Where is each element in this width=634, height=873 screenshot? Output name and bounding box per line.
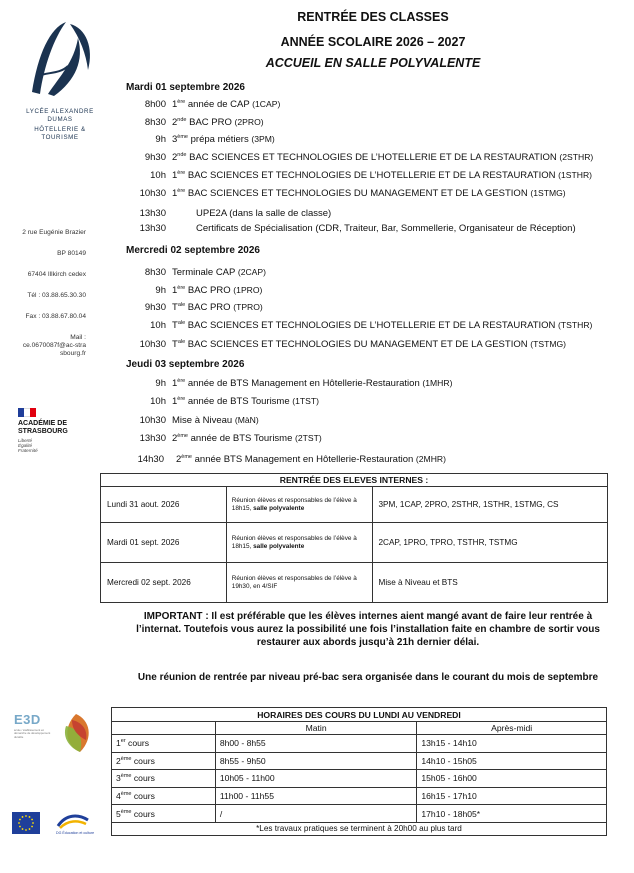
internes-title: RENTRÉE DES ELEVES INTERNES :: [101, 474, 608, 487]
republic-motto: Liberté Égalité Fraternité: [18, 438, 38, 453]
schedule-class: $T^{ale}$ BAC SCIENCES ET TECHNOLOGIES DE L’HOTELLERIE ET DE LA RESTAURATION (TSTHR): [172, 320, 593, 331]
school-year: ANNÉE SCOLAIRE 2026 – 2027: [280, 35, 466, 49]
schedule-row: [100, 285, 620, 296]
school-subtitle: HÔTELLERIE & TOURISME: [34, 126, 86, 141]
internes-info: Réunion élèves et responsables de l’élève à 18h15, salle polyvalente: [226, 487, 372, 523]
day-title: Mardi 01 septembre 2026: [126, 82, 245, 93]
schedule-class: 2nde BAC PRO (2PRO): [172, 117, 264, 128]
important-notice: IMPORTANT : Il est préférable que les élèves internes aient mangé avant de faire leur rentrée à l’internat. Toutefois vous aurez la possibilité une fois l’installation faite en chambre de sortir vous restaurer aux abords jusqu’à 21h dernier délai.: [136, 611, 600, 649]
cours-label: 3ème cours: [112, 770, 216, 788]
schedule-row: [100, 396, 620, 407]
schedule-class: $T^{ale}$ BAC SCIENCES ET TECHNOLOGIES DU MANAGEMENT ET DE LA GESTION (TSTMG): [172, 339, 567, 350]
schedule-row: [100, 378, 620, 389]
leaf-icon: [58, 712, 94, 754]
col-matin: Matin: [215, 722, 417, 735]
cours-apres-midi: 13h15 - 14h10: [417, 735, 607, 753]
cours-matin: /: [215, 805, 417, 823]
mail-address[interactable]: ce.0670087f@ac-strasbourg.fr: [22, 342, 86, 357]
schedule-class: UPE2A (dans la salle de classe): [196, 208, 332, 219]
schedule-time: 13h30: [139, 208, 166, 219]
schedule-time: 8h30: [144, 117, 166, 128]
schedule-row: [100, 170, 620, 181]
schedule-row: [100, 208, 620, 219]
schedule-time: 14h30: [137, 454, 164, 465]
internes-date: Mercredi 02 sept. 2026: [101, 563, 227, 603]
schedule-row: [100, 433, 620, 444]
schedule-class: 1ère année de BTS Management en Hôtellerie-Restauration (1MHR): [172, 378, 453, 389]
schedule-class: 1ère BAC PRO (1PRO): [172, 285, 263, 296]
schedule-class: 2ème année de BTS Tourisme (2TST): [172, 433, 322, 444]
eu-caption: DG Éducation et culture: [56, 831, 95, 835]
table-row: [112, 770, 607, 788]
schedule-row: [100, 117, 620, 128]
schedule-row: [100, 339, 620, 350]
academie-title: ACADÉMIE DE STRASBOURG: [18, 420, 68, 435]
schedule-row: [100, 454, 620, 465]
schedule-class: Terminale CAP (2CAP): [172, 267, 267, 278]
table-row: [112, 752, 607, 770]
table-row: [101, 487, 608, 523]
internes-info: Réunion élèves et responsables de l’élève à 18h15, salle polyvalente: [226, 523, 372, 563]
schedule-row: [100, 188, 620, 199]
fax: Fax : 03.88.67.80.04: [25, 313, 86, 320]
horaires-corner: [112, 722, 216, 735]
schedule-time: 13h30: [139, 433, 166, 444]
cours-label: 4ème cours: [112, 787, 216, 805]
horaires-title: HORAIRES DES COURS DU LUNDI AU VENDREDI: [112, 708, 607, 722]
cours-matin: 10h05 - 11h00: [215, 770, 417, 788]
page-title: RENTRÉE DES CLASSES: [297, 10, 449, 24]
schedule-class: 1ère BAC SCIENCES ET TECHNOLOGIES DE L’HOTELLERIE ET DE LA RESTAURATION (1STHR): [172, 170, 593, 181]
cours-matin: 11h00 - 11h55: [215, 787, 417, 805]
schedule-time: 9h: [155, 134, 166, 145]
address: 2 rue Eugénie Brazier: [22, 229, 86, 236]
internes-date: Lundi 31 aout. 2026: [101, 487, 227, 523]
school-emblem-icon: [20, 14, 100, 106]
cours-matin: 8h55 - 9h50: [215, 752, 417, 770]
eu-logos: [12, 812, 102, 838]
schedule-time: 8h00: [144, 99, 166, 110]
eu-flag-icon: [12, 812, 40, 834]
table-row: [112, 787, 607, 805]
table-row: [112, 735, 607, 753]
schedule-time: 9h: [155, 285, 166, 296]
schedule-class: 1ère BAC SCIENCES ET TECHNOLOGIES DU MANAGEMENT ET DE LA GESTION (1STMG): [172, 188, 566, 199]
schedule-time: 13h30: [139, 223, 166, 234]
day-title: Jeudi 03 septembre 2026: [126, 359, 245, 370]
schedule-time: 8h30: [144, 267, 166, 278]
schedule-row: [100, 302, 620, 313]
internes-classes: 2CAP, 1PRO, TPRO, TSTHR, TSTMG: [372, 523, 608, 563]
schedule-time: 10h: [150, 170, 166, 181]
internes-date: Mardi 01 sept. 2026: [101, 523, 227, 563]
schedule-time: 9h: [155, 378, 166, 389]
internes-classes: Mise à Niveau et BTS: [372, 563, 608, 603]
table-row: [101, 523, 608, 563]
table-row: [101, 563, 608, 603]
internes-table: [100, 473, 608, 603]
schedule-row: [100, 267, 620, 278]
schedule-class: Mise à Niveau (MàN): [172, 415, 259, 426]
phone: Tél : 03.88.65.30.30: [27, 292, 86, 299]
cours-apres-midi: 15h05 - 16h00: [417, 770, 607, 788]
eu-education-icon: [56, 812, 90, 830]
schedule-row: [100, 99, 620, 110]
reunion-notice: Une réunion de rentrée par niveau pré-bac sera organisée dans le courant du mois de septembre: [137, 672, 599, 683]
french-flag-icon: [18, 408, 36, 417]
e3d-caption: école / établissement en démarche de développement durable: [14, 728, 51, 739]
table-row: [112, 805, 607, 823]
cours-label: 5ème cours: [112, 805, 216, 823]
cours-apres-midi: 17h10 - 18h05*: [417, 805, 607, 823]
schedule-row: [100, 223, 620, 234]
schedule-time: 9h30: [144, 302, 166, 313]
e3d-label: E3D: [14, 712, 41, 727]
schedule-time: 9h30: [144, 152, 166, 163]
schedule-row: [100, 320, 620, 331]
col-apres-midi: Après-midi: [417, 722, 607, 735]
cours-apres-midi: 14h10 - 15h05: [417, 752, 607, 770]
school-logo: [20, 14, 100, 142]
e3d-logo: [14, 712, 94, 754]
schedule-time: 10h30: [139, 339, 166, 350]
day-title: Mercredi 02 septembre 2026: [126, 245, 260, 256]
internes-info: Réunion élèves et responsables de l’élève à 19h30, en 4/SIF: [226, 563, 372, 603]
cours-label: 1er cours: [112, 735, 216, 753]
schedule-class: 1ère année de BTS Tourisme (1TST): [172, 396, 320, 407]
schedule-row: [100, 152, 620, 163]
academie-logo: [18, 408, 98, 453]
cours-label: 2ème cours: [112, 752, 216, 770]
schedule-class: 2nde BAC SCIENCES ET TECHNOLOGIES DE L’HOTELLERIE ET DE LA RESTAURATION (2STHR): [172, 152, 594, 163]
schedule-class: 3ème prépa métiers (3PM): [172, 134, 275, 145]
schedule-row: [100, 415, 620, 426]
postal-box: BP 80149: [57, 250, 86, 257]
school-name: LYCÉE ALEXANDRE DUMAS: [26, 108, 94, 123]
venue: ACCUEIL EN SALLE POLYVALENTE: [265, 56, 481, 70]
horaires-note: *Les travaux pratiques se terminent à 20h00 au plus tard: [112, 822, 607, 835]
schedule-time: 10h: [150, 396, 166, 407]
school-contact: [20, 229, 86, 358]
schedule-time: 10h30: [139, 188, 166, 199]
schedule-time: 10h30: [139, 415, 166, 426]
horaires-table: [111, 707, 607, 836]
cours-apres-midi: 16h15 - 17h10: [417, 787, 607, 805]
cours-matin: 8h00 - 8h55: [215, 735, 417, 753]
schedule-class: 1ère année de CAP (1CAP): [172, 99, 281, 110]
schedule-time: 10h: [150, 320, 166, 331]
schedule-class: Certificats de Spécialisation (CDR, Traiteur, Bar, Sommellerie, Organisateur de Réception): [196, 223, 576, 234]
internes-classes: 3PM, 1CAP, 2PRO, 2STHR, 1STHR, 1STMG, CS: [372, 487, 608, 523]
city: 67404 Illkirch cedex: [27, 271, 86, 278]
schedule-class: $T^{ale}$ BAC PRO (TPRO): [172, 302, 263, 313]
schedule-class: 2ème année BTS Management en Hôtellerie-Restauration (2MHR): [176, 454, 446, 465]
schedule-row: [100, 134, 620, 145]
mail-label: Mail :: [70, 334, 86, 341]
